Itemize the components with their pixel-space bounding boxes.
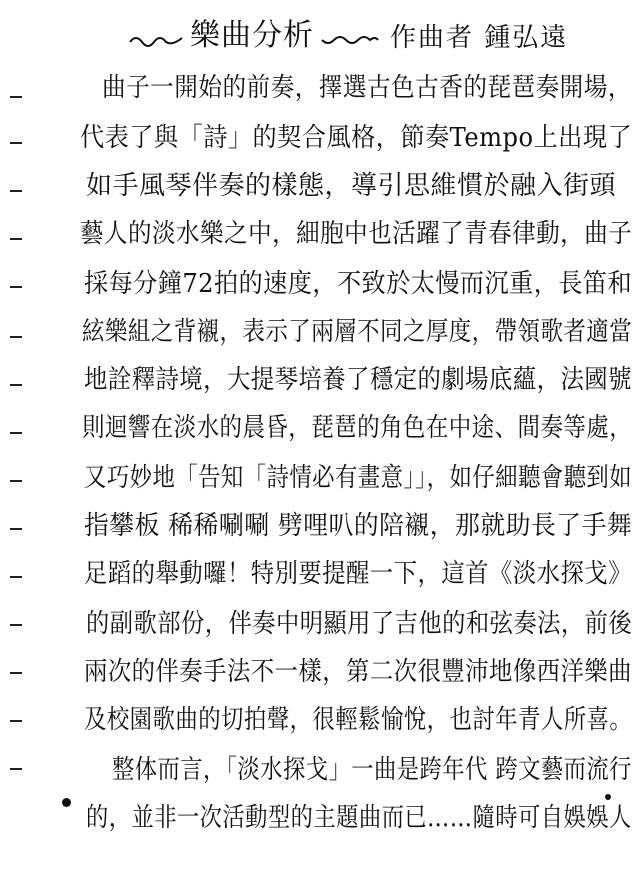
composer-credit: 作曲者 鍾弘遠 (390, 23, 569, 53)
left-squiggle-ornament (128, 30, 184, 50)
header (128, 16, 588, 60)
right-squiggle-ornament (320, 30, 380, 50)
text-line: 曲子一開始的前奏，擇選古色古香的琵琶奏開場， (102, 73, 632, 103)
margin-mark (10, 142, 22, 144)
margin-mark (10, 624, 22, 626)
text-line: 的，並非一次活動型的主題曲而已……隨時可自娛娛人 (86, 803, 632, 833)
text-line: 指攀板 稀稀唰唰 劈哩叭的陪襯，那就助長了手舞 (84, 511, 633, 541)
margin-mark (10, 286, 22, 288)
text-line: 如手風琴伴奏的樣態，導引思維慣於融入街頭 (86, 171, 617, 201)
margin-mark (10, 480, 22, 482)
margin-mark (10, 720, 22, 722)
text-line: 地詮釋詩境，大提琴培養了穩定的劇場底蘊，法國號 (84, 365, 632, 395)
margin-mark (10, 432, 22, 434)
page-title: 樂曲分析 (190, 18, 314, 53)
text-line: 的副歌部份，伴奏中明顯用了吉他的和弦奏法，前後 (86, 609, 633, 639)
text-line: 及校園歌曲的切拍聲，很輕鬆愉悅，也討年青人所喜。 (84, 705, 633, 735)
margin-mark (10, 576, 22, 578)
margin-mark (10, 672, 22, 674)
margin-mark (10, 96, 22, 98)
margin-mark (10, 238, 22, 240)
text-line: 藝人的淡水樂之中，細胞中也活躍了青春律動，曲子 (80, 219, 633, 249)
margin-dot (605, 794, 611, 800)
text-line: 代表了與「詩」的契合風格，節奏Tempo上出現了 (80, 123, 633, 153)
margin-mark (10, 528, 22, 530)
text-line: 又巧妙地「告知「詩情必有畫意」」，如仔細聽會聽到如 (84, 463, 633, 493)
margin-mark (10, 768, 22, 770)
margin-mark (10, 336, 22, 338)
text-line: 採每分鐘72拍的速度，不致於太慢而沉重，長笛和 (84, 269, 633, 299)
text-line: 整体而言，「淡水探戈」一曲是跨年代 跨文藝而流行 (112, 755, 632, 785)
text-line: 足蹈的舉動囉！特別要提醒一下，這首《淡水探戈》 (84, 559, 632, 589)
text-line: 絃樂組之背襯，表示了兩層不同之厚度，帶領歌者適當 (82, 317, 633, 347)
text-line: 則迴響在淡水的晨昏，琵琶的角色在中途、間奏等處， (82, 413, 633, 443)
margin-dot (62, 798, 71, 807)
margin-mark (10, 190, 22, 192)
text-line: 兩次的伴奏手法不一樣，第二次很豐沛地像西洋樂曲 (84, 657, 632, 687)
margin-mark (10, 384, 22, 386)
